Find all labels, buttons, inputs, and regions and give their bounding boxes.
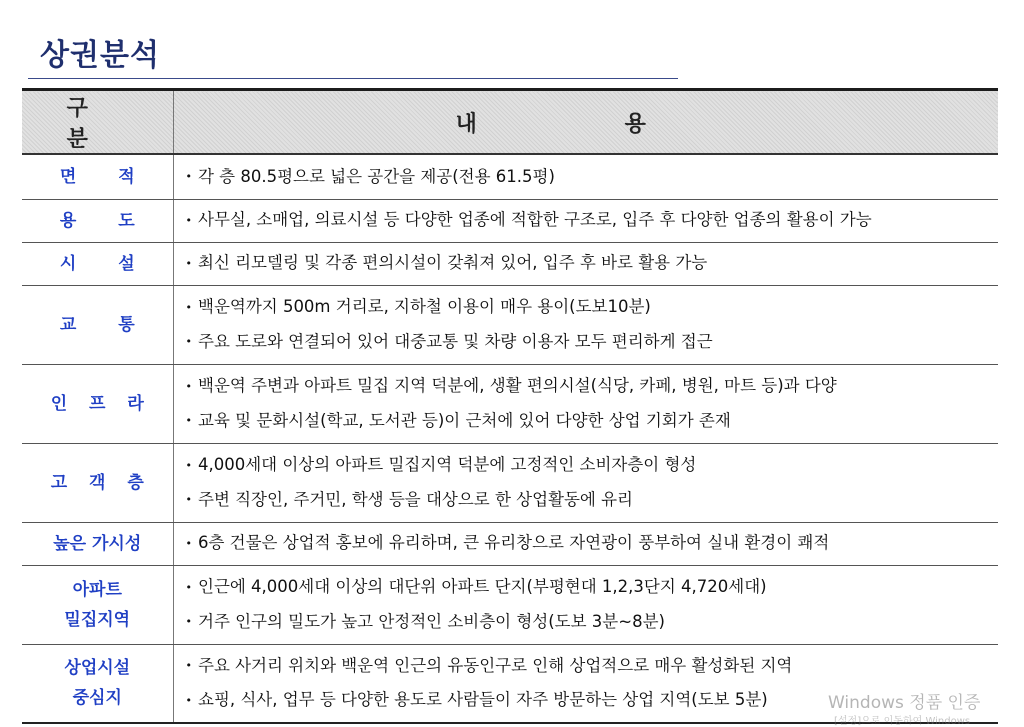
item-text: 쇼핑, 식사, 업무 등 다양한 용도로 사람들이 자주 방문하는 상업 지역(도보 5분) (198, 690, 768, 710)
list-item (186, 290, 999, 325)
row-label (22, 154, 173, 199)
item-text: 주변 직장인, 주거민, 학생 등을 대상으로 한 상업활동에 유리 (198, 489, 633, 509)
item-text: 백운역 주변과 아파트 밀집 지역 덕분에, 생활 편의시설(식당, 카페, 병원, 마트 등)과 다양 (198, 376, 837, 395)
row-label-text: 면 적 (59, 166, 153, 187)
row-label (22, 565, 173, 644)
row-content (173, 199, 998, 242)
bullet-icon: • (185, 493, 192, 506)
list-item (186, 526, 999, 561)
list-item (186, 448, 999, 483)
item-text: 4,000세대 이상의 아파트 밀집지역 덕분에 고정적인 소비자층이 형성 (198, 455, 697, 474)
list-item (186, 605, 999, 640)
item-text: 거주 인구의 밀도가 높고 안정적인 소비층이 형성(도보 3분~8분) (198, 611, 665, 631)
bullet-icon: • (185, 170, 192, 183)
bullet-icon: • (185, 580, 192, 594)
row-label (22, 522, 173, 565)
table-row (22, 199, 998, 242)
row-label-line: 아파트 (72, 579, 122, 600)
row-label-text: 용 도 (59, 210, 153, 231)
row-label-text: 시 설 (59, 253, 153, 274)
row-label-text: 인 프 라 (50, 393, 152, 414)
row-content (173, 285, 998, 364)
header-category: 구 분 (22, 90, 173, 155)
row-label (22, 364, 173, 443)
row-label-line: 중심지 (72, 688, 122, 709)
row-label-text: 고 객 층 (50, 472, 152, 493)
list-item (186, 369, 999, 404)
table-row (22, 154, 998, 199)
table-row (22, 242, 998, 285)
row-label-text: 교 통 (59, 314, 153, 335)
page-title: 상권분석 (40, 38, 160, 73)
row-content (173, 522, 998, 565)
title-underline (28, 78, 678, 79)
row-label (22, 199, 173, 242)
windows-activation-hint: [설정]으로 이동하여 Windows (834, 716, 971, 727)
list-item (186, 483, 999, 518)
bullet-icon: • (185, 458, 192, 472)
bullet-icon: • (185, 693, 192, 707)
bullet-icon: • (185, 659, 192, 673)
table-row (22, 522, 998, 565)
list-item (186, 325, 999, 360)
list-item (186, 203, 999, 238)
table-row (22, 565, 998, 644)
bullet-icon: • (185, 335, 192, 348)
item-text: 사무실, 소매업, 의료시설 등 다양한 업종에 적합한 구조로, 입주 후 다양한 업종의 활용이 가능 (198, 210, 872, 230)
table-row (22, 285, 998, 364)
windows-activation-watermark: Windows 정품 인증 (828, 693, 981, 713)
row-label (22, 644, 173, 723)
item-text: 주요 사거리 위치와 백운역 인근의 유동인구로 인해 상업적으로 매우 활성화된 지역 (198, 655, 793, 675)
row-label-line: 밀집지역 (64, 609, 131, 630)
item-text: 최신 리모델링 및 각종 편의시설이 갖춰져 있어, 입주 후 바로 활용 가능 (198, 253, 708, 273)
item-text: 주요 도로와 연결되어 있어 대중교통 및 차량 이용자 모두 편리하게 접근 (198, 331, 713, 351)
row-content (173, 565, 998, 644)
bullet-icon: • (185, 615, 192, 628)
table-row (22, 443, 998, 522)
bullet-icon: • (185, 536, 192, 550)
row-content (173, 364, 998, 443)
item-text: 6층 건물은 상업적 홍보에 유리하며, 큰 유리창으로 자연광이 풍부하여 실내 환경이 쾌적 (198, 533, 830, 553)
row-label (22, 285, 173, 364)
item-text: 교육 및 문화시설(학교, 도서관 등)이 근처에 있어 다양한 상업 기회가 존재 (198, 410, 731, 430)
item-text: 백운역까지 500m 거리로, 지하철 이용이 매우 용이(도보10분) (198, 297, 651, 316)
list-item (186, 570, 999, 605)
table-header-row (22, 90, 998, 155)
list-item (186, 246, 999, 281)
row-label (22, 242, 173, 285)
list-item (186, 160, 999, 195)
bullet-icon: • (185, 256, 192, 270)
table-row (22, 364, 998, 443)
row-label-text: 높은 가시성 (53, 533, 142, 554)
item-text: 인근에 4,000세대 이상의 대단위 아파트 단지(부평현대 1,2,3단지 4,720세대) (198, 577, 767, 596)
analysis-table (22, 88, 998, 724)
header-content: 내 용 (173, 90, 998, 155)
bullet-icon: • (185, 379, 192, 393)
list-item (186, 404, 999, 439)
row-label (22, 443, 173, 522)
row-label-line: 상업시설 (64, 658, 131, 679)
bullet-icon: • (185, 414, 192, 427)
bullet-icon: • (185, 300, 192, 314)
item-text: 각 층 80.5평으로 넓은 공간을 제공(전용 61.5평) (198, 166, 555, 186)
row-content (173, 154, 998, 199)
row-content (173, 242, 998, 285)
bullet-icon: • (185, 213, 192, 227)
list-item (186, 649, 999, 684)
row-content (173, 443, 998, 522)
